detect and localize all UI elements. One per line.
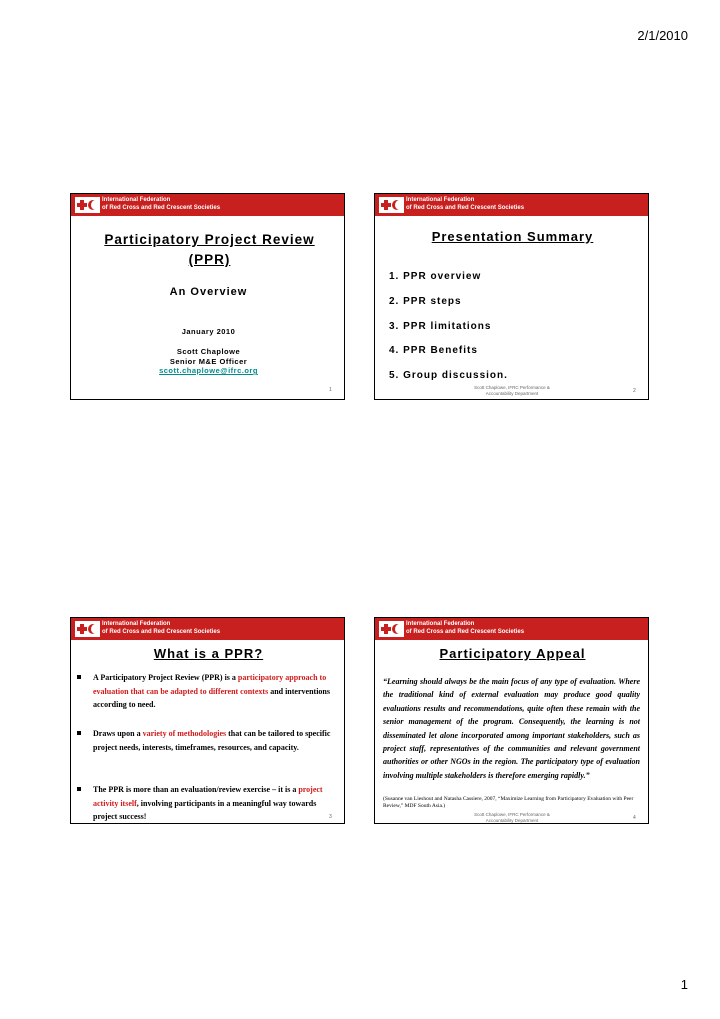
- org-name: International Federation of Red Cross and Red Crescent Societies: [406, 197, 525, 211]
- author-name: Scott Chaplowe: [176, 347, 241, 356]
- summary-item: 2. PPR steps: [389, 296, 462, 307]
- page-number: 1: [680, 977, 688, 992]
- slide-2: [374, 193, 649, 400]
- ifrc-logo: [75, 197, 100, 213]
- slide-header: [71, 618, 344, 640]
- summary-item: 3. PPR limitations: [389, 321, 492, 332]
- slide-number: 1: [329, 387, 332, 393]
- bullet-item: Draws upon a variety of methodologies that can be tailored to specific project needs, interests, timeframes, resources, and capacity.: [77, 727, 339, 754]
- quote-text: “Learning should always be the main focus of any type of evaluation. Where the traditional kind of external evaluation may produce good quality evaluations results and recommendations, quite often these remain with the senior management of the program. Consequently, the learning is not disseminated let alone incorporated among important stakeholders, such as project staff, representatives of the communities and relevant government authorities or other NGOs in the region. The participatory type of evaluation involving multiple stakeholders is therefore emerging rapidly.”: [383, 677, 640, 780]
- slide-title: What is a PPR?: [153, 646, 264, 661]
- slide-header: [375, 618, 648, 640]
- slide-number: 3: [329, 814, 332, 820]
- author-email[interactable]: scott.chaplowe@ifrc.org: [159, 366, 258, 375]
- slide-header: [375, 194, 648, 216]
- bullet-marker: [77, 731, 81, 735]
- author-role: Senior M&E Officer: [169, 357, 248, 366]
- org-name: International Federation of Red Cross and Red Crescent Societies: [102, 197, 221, 211]
- slide-3: [70, 617, 345, 824]
- slide-title: Participatory Appeal: [439, 646, 586, 661]
- slide-title: Participatory Project Review (PPR): [104, 232, 315, 267]
- presentation-date: January 2010: [181, 327, 236, 336]
- org-name: International Federation of Red Cross and Red Crescent Societies: [102, 621, 221, 635]
- bullet-marker: [77, 675, 81, 679]
- slide-footer: Scott Chaplowe, IFRC Performance & Accountability Department: [474, 812, 550, 823]
- summary-item: 1. PPR overview: [389, 271, 482, 282]
- quote-citation: (Susanne van Lieshout and Natasha Cassiere, 2007, “Maximize Learning from Participatory Evaluation with Peer Review,” MDF South Asia.): [383, 796, 634, 809]
- slide-number: 2: [633, 388, 636, 394]
- ifrc-logo: [379, 197, 404, 213]
- summary-item: 4. PPR Benefits: [389, 345, 478, 356]
- slide-subtitle: An Overview: [169, 286, 248, 298]
- page-date: 2/1/2010: [637, 28, 688, 43]
- ifrc-logo: [379, 621, 404, 637]
- ifrc-logo: [75, 621, 100, 637]
- bullet-item: A Participatory Project Review (PPR) is a participatory approach to evaluation that can be adapted to different contexts and interventions according to need.: [77, 671, 339, 712]
- slide-number: 4: [633, 815, 636, 821]
- org-name: International Federation of Red Cross and Red Crescent Societies: [406, 621, 525, 635]
- bullet-item: The PPR is more than an evaluation/review exercise – it is a project activity itself, involving participants in a meaningful way towards project success!: [77, 783, 339, 824]
- bullet-marker: [77, 787, 81, 791]
- slide-title: Presentation Summary: [431, 229, 594, 244]
- slide-4: [374, 617, 649, 824]
- slide-header: [71, 194, 344, 216]
- summary-item: 5. Group discussion.: [389, 370, 508, 381]
- slide-footer: Scott Chaplowe, IFRC Performance & Accountability Department: [474, 385, 550, 396]
- slide-1: [70, 193, 345, 400]
